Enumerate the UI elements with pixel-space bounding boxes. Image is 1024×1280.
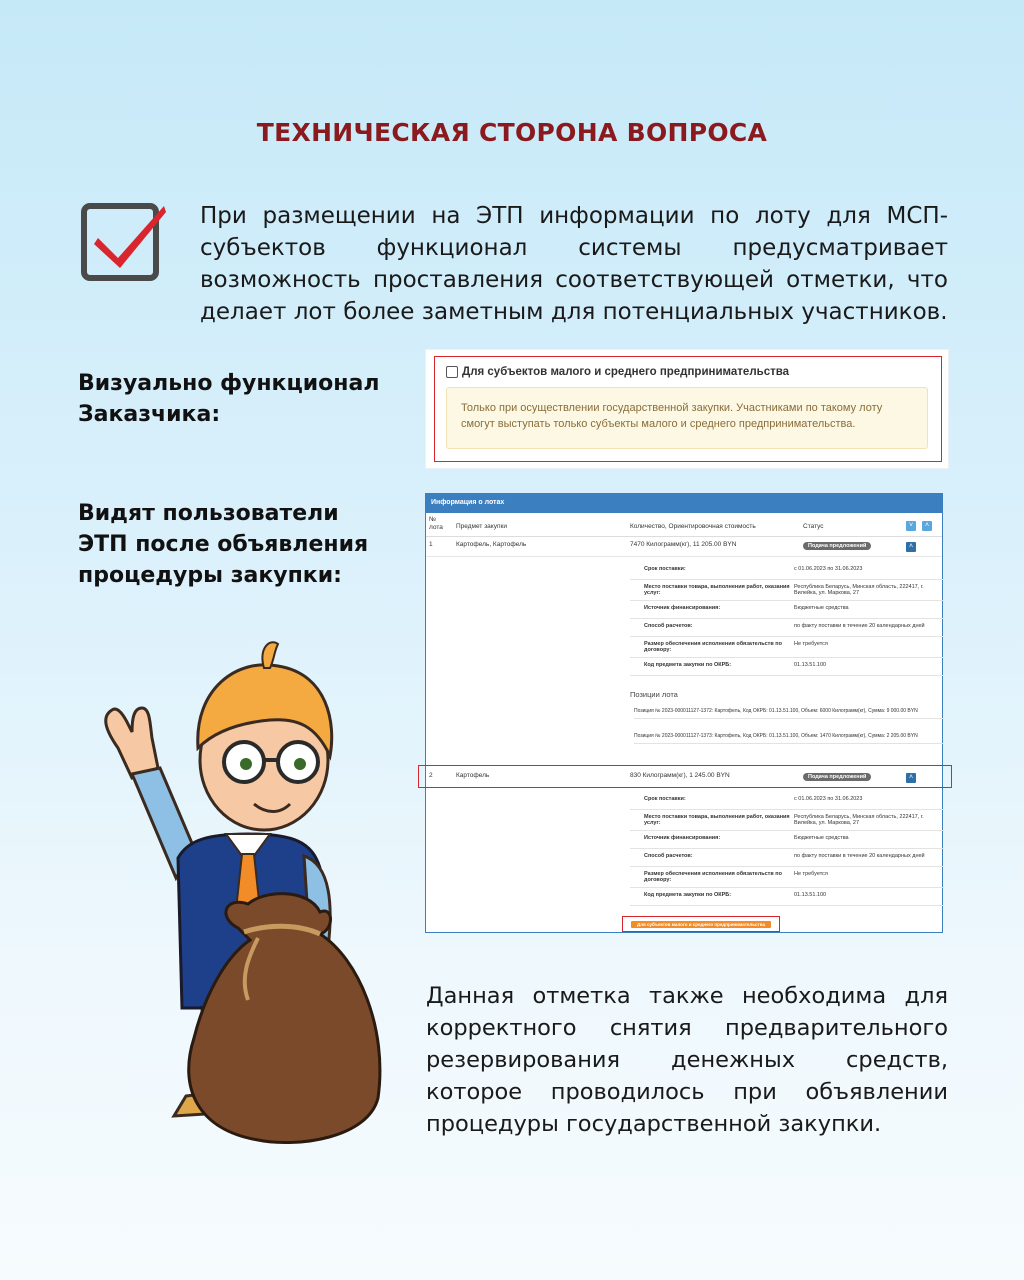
detail-key: Место поставки товара, выполнения работ, оказания услуг:	[644, 814, 790, 826]
lots-header: Информация о лотах	[426, 494, 942, 513]
lot2-details	[630, 792, 944, 906]
status-badge: Подача предложений	[803, 773, 871, 781]
detail-row	[630, 792, 944, 810]
detail-row	[630, 601, 944, 619]
detail-key: Размер обеспечения исполнения обязательств по договору:	[644, 871, 782, 883]
customer-label: Визуально функционал Заказчика:	[78, 371, 380, 427]
detail-row	[630, 619, 944, 637]
detail-key: Источник финансирования:	[644, 835, 721, 841]
msp-checkbox-label: Для субъектов малого и среднего предпринимательства	[462, 366, 790, 378]
detail-value: по факту поставки в течение 20 календарных дней	[794, 853, 925, 859]
lot-num: 2	[429, 772, 433, 779]
lot1-details	[630, 562, 944, 676]
detail-key: Срок поставки:	[644, 796, 686, 802]
detail-key: Размер обеспечения исполнения обязательств по договору:	[644, 641, 782, 653]
detail-key: Код предмета закупки по ОКРБ:	[644, 662, 732, 668]
lots-screenshot	[425, 493, 943, 933]
msp-checkbox[interactable]	[446, 366, 458, 378]
collapse-all-icon[interactable]: ˄	[922, 521, 932, 531]
msp-tag: Для субъектов малого и среднего предпринимательства	[631, 921, 771, 928]
detail-value: Республика Беларусь, Минская область, 222417, г. Вилейка, ул. Маркова, 27	[794, 584, 924, 596]
detail-key: Источник финансирования:	[644, 605, 721, 611]
detail-row	[630, 658, 944, 676]
customer-screenshot	[426, 350, 948, 468]
col-subject: Предмет закупки	[456, 523, 507, 530]
msp-tag-frame	[622, 916, 780, 932]
page-title: ТЕХНИЧЕСКАЯ СТОРОНА ВОПРОСА	[256, 118, 768, 147]
detail-row	[630, 831, 944, 849]
lot-subject: Картофель	[456, 772, 490, 779]
detail-key: Срок поставки:	[644, 566, 686, 572]
detail-key: Место поставки товара, выполнения работ, оказания услуг:	[644, 584, 790, 596]
detail-row	[630, 888, 944, 906]
chevron-up-icon[interactable]: ˄	[906, 773, 916, 783]
checkbox-check-icon	[80, 200, 170, 282]
positions-title: Позиции лота	[630, 690, 678, 699]
detail-row	[630, 849, 944, 867]
detail-key: Способ расчетов:	[644, 623, 693, 629]
lot2-highlight-frame	[418, 765, 952, 788]
detail-row	[630, 637, 944, 658]
detail-value: с 01.06.2023 по 31.06.2023	[794, 796, 863, 802]
detail-value: Не требуется	[794, 641, 828, 647]
col-num: № лота	[429, 516, 443, 531]
detail-value: Бюджетные средства	[794, 835, 849, 841]
mascot-illustration	[98, 628, 398, 1148]
detail-row	[630, 867, 944, 888]
detail-value: 01.13.51.100	[794, 892, 827, 898]
detail-value: Бюджетные средства	[794, 605, 849, 611]
col-status: Статус	[803, 523, 824, 530]
lots-columns	[426, 513, 942, 537]
detail-row	[630, 580, 944, 601]
detail-value: Не требуется	[794, 871, 828, 877]
status-badge: Подача предложений	[803, 542, 871, 550]
expand-all-icon[interactable]: ˅	[906, 521, 916, 531]
detail-key: Код предмета закупки по ОКРБ:	[644, 892, 732, 898]
intro-text: При размещении на ЭТП информации по лоту для МСП-субъектов функционал системы предусматривает возможность проставления соответствующей отметки, что делает лот более заметным для потенциальных участников.	[200, 203, 948, 325]
chevron-up-icon[interactable]: ˄	[906, 542, 916, 552]
lot-qty: 830 Килограмм(кг), 1 245.00 BYN	[630, 772, 730, 779]
detail-value: по факту поставки в течение 20 календарных дней	[794, 623, 925, 629]
lot-num: 1	[429, 541, 433, 548]
users-label: Видят пользователи ЭТП после объявления процедуры закупки:	[78, 501, 369, 588]
lot-row-1[interactable]	[426, 537, 942, 557]
closing-text: Данная отметка также необходима для корректного снятия предварительного резервирования денежных средств, которое проводилось при объявлении процедуры государственной закупки.	[426, 983, 948, 1137]
detail-value: 01.13.51.100	[794, 662, 827, 668]
position-item: Позиция № 2023-000011127-1373: Картофель, Код ОКРБ: 01.13.51.100, Объем: 1470 Килограмм(кг), Сумма: 2 205.00 BYN	[634, 732, 944, 744]
detail-row	[630, 810, 944, 831]
lot-qty: 7470 Килограмм(кг), 11 205.00 BYN	[630, 541, 737, 548]
msp-note: Только при осуществлении государственной закупки. Участниками по такому лоту смогут выступать только субъекты малого и среднего предпринимательства.	[446, 387, 928, 449]
position-item: Позиция № 2023-000011127-1372: Картофель, Код ОКРБ: 01.13.51.100, Объем: 6000 Килограмм(кг), Сумма: 9 000.00 BYN	[634, 707, 944, 719]
detail-value: с 01.06.2023 по 31.06.2023	[794, 566, 863, 572]
detail-row	[630, 562, 944, 580]
col-qty: Количество, Ориентировочная стоимость	[630, 523, 756, 530]
detail-value: Республика Беларусь, Минская область, 222417, г. Вилейка, ул. Маркова, 27	[794, 814, 924, 826]
detail-key: Способ расчетов:	[644, 853, 693, 859]
lot-subject: Картофель, Картофель	[456, 541, 527, 548]
